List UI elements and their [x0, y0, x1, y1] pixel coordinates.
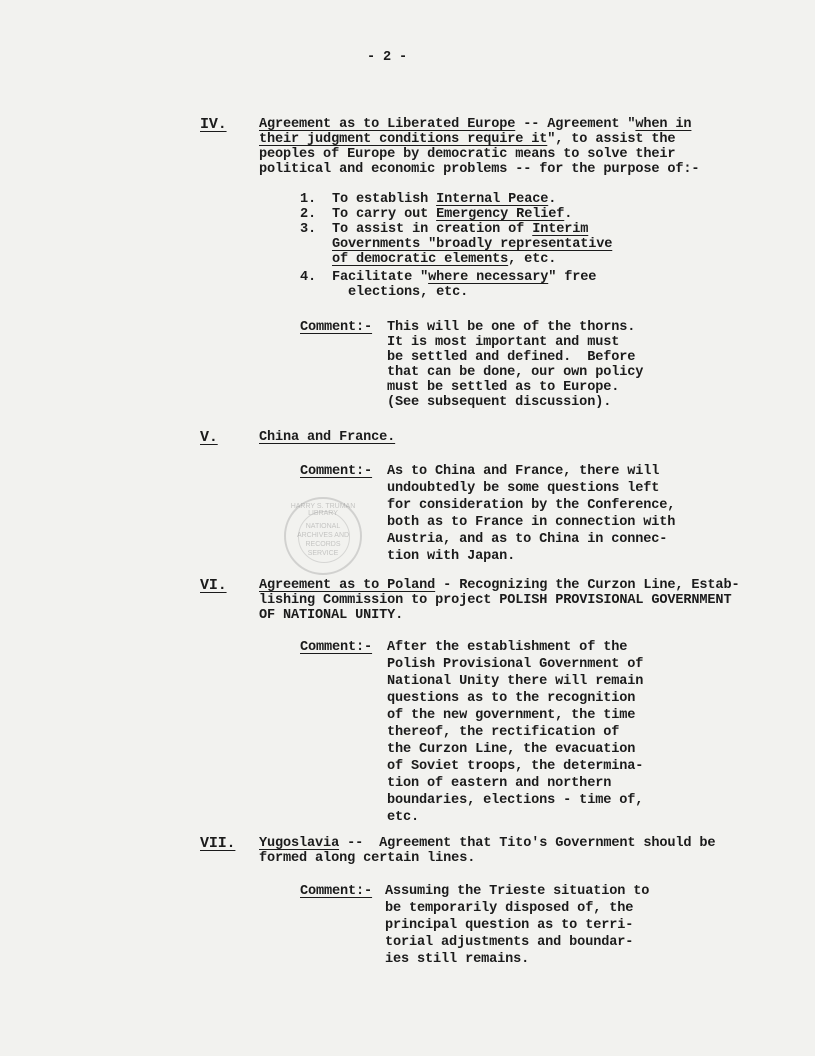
section-vii-line2: formed along certain lines.: [259, 851, 476, 866]
comment-line: tion with Japan.: [387, 549, 516, 564]
section-vi-line1-text: - Recognizing the Curzon Line, Estab-: [435, 578, 740, 593]
section-iv-comment-label: Comment:-: [300, 320, 373, 335]
comment-line: tion of eastern and northern: [387, 776, 612, 791]
item-3: [332, 222, 588, 238]
stamp-line: SERVICE: [307, 550, 339, 557]
section-vi-comment-label: Comment:-: [300, 640, 373, 655]
section-vii-heading: Yugoslavia: [259, 836, 340, 851]
comment-line: Assuming the Trieste situation to: [385, 884, 650, 899]
section-v-numeral: V.: [200, 429, 218, 446]
section-iv-quote-start: when in: [635, 117, 692, 132]
item-3-line2: Governments "broadly representative: [332, 237, 613, 252]
stamp-line: ARCHIVES AND: [296, 532, 350, 539]
item-2-text: To carry out: [332, 207, 437, 222]
section-vii-comment-label: Comment:-: [300, 884, 373, 899]
comment-line: This will be one of the thorns.: [387, 320, 636, 335]
section-iv-line4: political and economic problems -- for the purpose of:-: [259, 162, 700, 177]
comment-line: thereof, the rectification of: [387, 725, 620, 740]
comment-line: After the establishment of the: [387, 640, 628, 655]
section-vi-numeral: VI.: [200, 577, 227, 594]
comment-line: Austria, and as to China in connec-: [387, 532, 668, 547]
item-4-number: 4.: [300, 270, 317, 285]
item-1-number: 1.: [300, 192, 317, 207]
section-v-comment-label: Comment:-: [300, 464, 373, 479]
item-3-number: 3.: [300, 222, 317, 237]
section-iv-line3: peoples of Europe by democratic means to solve their: [259, 147, 676, 162]
section-iv-line1: [259, 117, 691, 133]
comment-line: be temporarily disposed of, the: [385, 901, 634, 916]
item-4-line2: elections, etc.: [348, 285, 469, 300]
comment-line: both as to France in connection with: [387, 515, 676, 530]
comment-line: be settled and defined. Before: [387, 350, 636, 365]
comment-line: principal question as to terri-: [385, 918, 634, 933]
item-4-emphasis: where necessary: [428, 270, 549, 285]
item-4: [332, 270, 596, 286]
comment-line: ies still remains.: [385, 952, 530, 967]
section-vi-line2: lishing Commission to project POLISH PROVISIONAL GOVERNMENT: [259, 593, 732, 608]
comment-line: the Curzon Line, the evacuation: [387, 742, 636, 757]
section-vi-heading: Agreement as to Poland: [259, 578, 436, 593]
item-1: To establish Internal Peace.: [332, 192, 557, 207]
item-2: To carry out Emergency Relief.: [332, 207, 573, 222]
item-4-text-end: " free: [548, 270, 597, 285]
section-iv-numeral: IV.: [200, 116, 227, 133]
comment-line: of Soviet troops, the determina-: [387, 759, 644, 774]
page-number: - 2 -: [367, 50, 408, 65]
comment-line: As to China and France, there will: [387, 464, 660, 479]
section-iv-line1-text: -- Agreement ": [515, 117, 636, 132]
item-1-text: To establish: [332, 192, 437, 207]
comment-line: torial adjustments and boundar-: [385, 935, 634, 950]
item-3-line3: of democratic elements, etc.: [332, 252, 557, 267]
stamp-line: HARRY S. TRUMAN LIBRARY: [290, 503, 356, 517]
item-3-text: To assist in creation of: [332, 222, 533, 237]
item-4-text: Facilitate ": [332, 270, 429, 285]
stamp-line: NATIONAL: [305, 523, 341, 530]
comment-line: National Unity there will remain: [387, 674, 644, 689]
section-vii-numeral: VII.: [200, 835, 236, 852]
comment-line: that can be done, our own policy: [387, 365, 644, 380]
comment-line: must be settled as to Europe.: [387, 380, 620, 395]
comment-line: boundaries, elections - time of,: [387, 793, 644, 808]
item-2-number: 2.: [300, 207, 317, 222]
item-3-emphasis: Interim: [532, 222, 589, 237]
item-3-line3-text: of democratic elements: [332, 252, 509, 267]
comment-line: It is most important and must: [387, 335, 620, 350]
section-iv-heading: Agreement as to Liberated Europe: [259, 117, 516, 132]
section-vii-line1: [259, 836, 715, 852]
comment-line: questions as to the recognition: [387, 691, 636, 706]
comment-line: etc.: [387, 810, 420, 825]
comment-line: for consideration by the Conference,: [387, 498, 676, 513]
comment-line: (See subsequent discussion).: [387, 395, 612, 410]
comment-line: undoubtedly be some questions left: [387, 481, 660, 496]
section-iv-quote-end: their judgment conditions require it: [259, 132, 548, 147]
section-v-heading: China and France.: [259, 430, 396, 445]
section-vii-line1-text: -- Agreement that Tito's Government should be: [339, 836, 716, 851]
item-1-emphasis: Internal Peace: [436, 192, 549, 207]
section-vi-line1: [259, 578, 739, 594]
section-iv-line2: [259, 132, 675, 148]
stamp-line: RECORDS: [305, 541, 341, 548]
item-2-emphasis: Emergency Relief: [436, 207, 565, 222]
comment-line: Polish Provisional Government of: [387, 657, 644, 672]
section-vi-line3: OF NATIONAL UNITY.: [259, 608, 404, 623]
archive-stamp: [284, 497, 362, 575]
comment-line: of the new government, the time: [387, 708, 636, 723]
section-iv-line2-text: ", to assist the: [547, 132, 676, 147]
